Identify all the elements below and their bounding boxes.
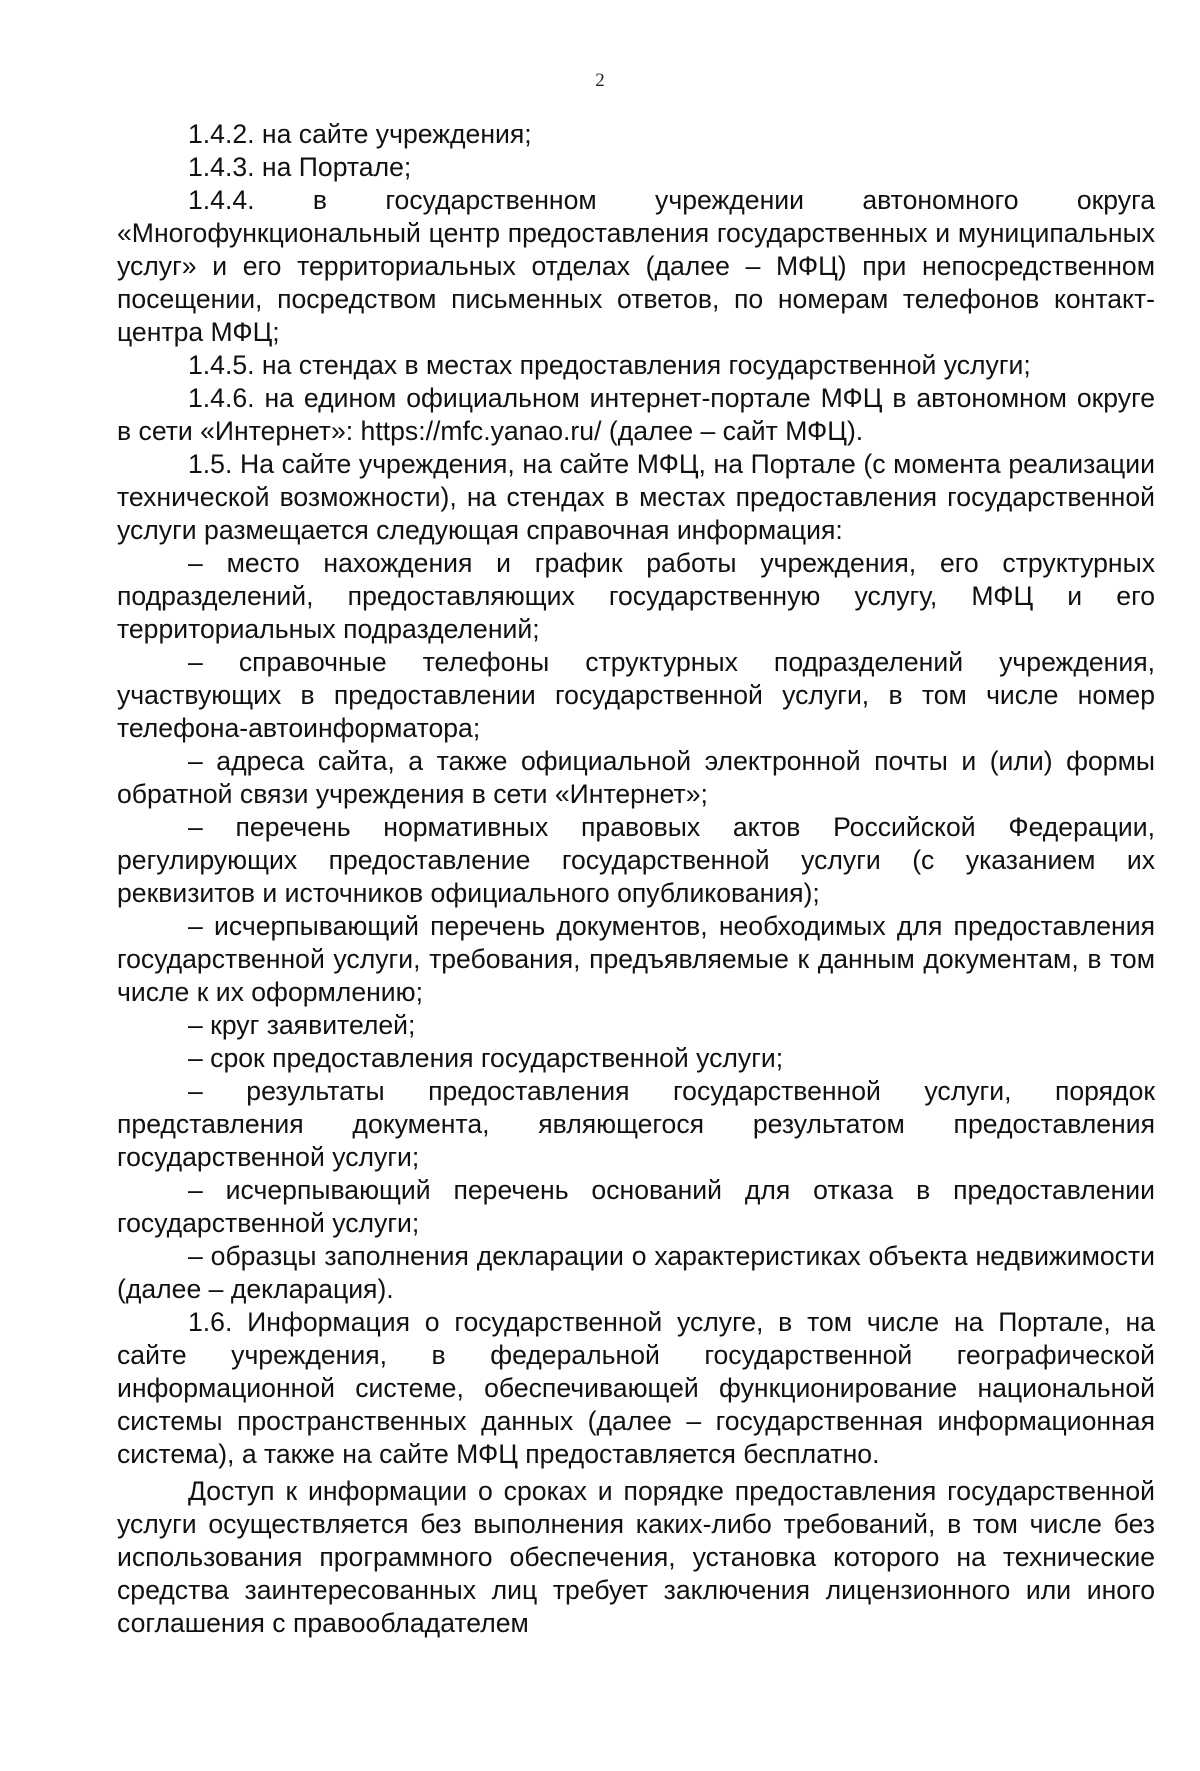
list-item-documents: – исчерпывающий перечень документов, необходимых для предоставления государственной услуги, требования, предъявляемые к данным документам, в том числе к их оформлению; [117, 911, 1155, 1007]
document-body [117, 118, 1155, 1640]
paragraph-1-6: 1.6. Информация о государственной услуге, в том числе на Портале, на сайте учреждения, в федеральной государственной географической информационной системе, обеспечивающей функционирование национальной системы пространственных данных (далее – государственная информационная система), а также на сайте МФЦ предоставляется бесплатно. [117, 1307, 1155, 1469]
paragraph-1-4-2: 1.4.2. на сайте учреждения; [188, 119, 532, 149]
list-item-refusal-grounds: – исчерпывающий перечень оснований для отказа в предоставлении государственной услуги; [117, 1175, 1155, 1238]
paragraph-1-4-5: 1.4.5. на стендах в местах предоставления государственной услуги; [188, 350, 1031, 380]
list-item-applicants: – круг заявителей; [188, 1010, 416, 1040]
paragraph-1-4-6: 1.4.6. на едином официальном интернет-портале МФЦ в автономном округе в сети «Интернет»: https://mfc.yanao.ru/ (далее – сайт МФЦ). [117, 383, 1155, 446]
paragraph-1-4-4: 1.4.4. в государственном учреждении автономного округа «Многофункциональный центр предоставления государственных и муниципальных услуг» и его территориальных отделах (далее – МФЦ) при непосредственном посещении, посредством письменных ответов, по номерам телефонов контакт-центра МФЦ; [117, 185, 1155, 347]
page-number: 2 [595, 70, 605, 91]
list-item-location-schedule: – место нахождения и график работы учреждения, его структурных подразделений, предоставляющих государственную услугу, МФЦ и его территориальных подразделений; [117, 548, 1155, 644]
paragraph-1-5: 1.5. На сайте учреждения, на сайте МФЦ, на Портале (с момента реализации технической возможности), на стендах в местах предоставления государственной услуги размещается следующая справочная информация: [117, 449, 1155, 545]
list-item-phones: – справочные телефоны структурных подразделений учреждения, участвующих в предоставлении государственной услуги, в том числе номер телефона-автоинформатора; [117, 647, 1155, 743]
list-item-declaration-samples: – образцы заполнения декларации о характеристиках объекта недвижимости (далее – декларация). [117, 1241, 1155, 1304]
list-item-website-email: – адреса сайта, а также официальной электронной почты и (или) формы обратной связи учреждения в сети «Интернет»; [117, 746, 1155, 809]
paragraph-access: Доступ к информации о сроках и порядке предоставления государственной услуги осуществляется без выполнения каких-либо требований, в том числе без использования программного обеспечения, установка которого на технические средства заинтересованных лиц требует заключения лицензионного или иного соглашения с правообладателем [117, 1476, 1155, 1638]
list-item-legal-acts: – перечень нормативных правовых актов Российской Федерации, регулирующих предоставление государственной услуги (с указанием их реквизитов и источников официального опубликования); [117, 812, 1155, 908]
list-item-term: – срок предоставления государственной услуги; [188, 1043, 784, 1073]
list-item-results: – результаты предоставления государственной услуги, порядок представления документа, являющегося результатом предоставления государственной услуги; [117, 1076, 1155, 1172]
paragraph-1-4-3: 1.4.3. на Портале; [188, 152, 412, 182]
